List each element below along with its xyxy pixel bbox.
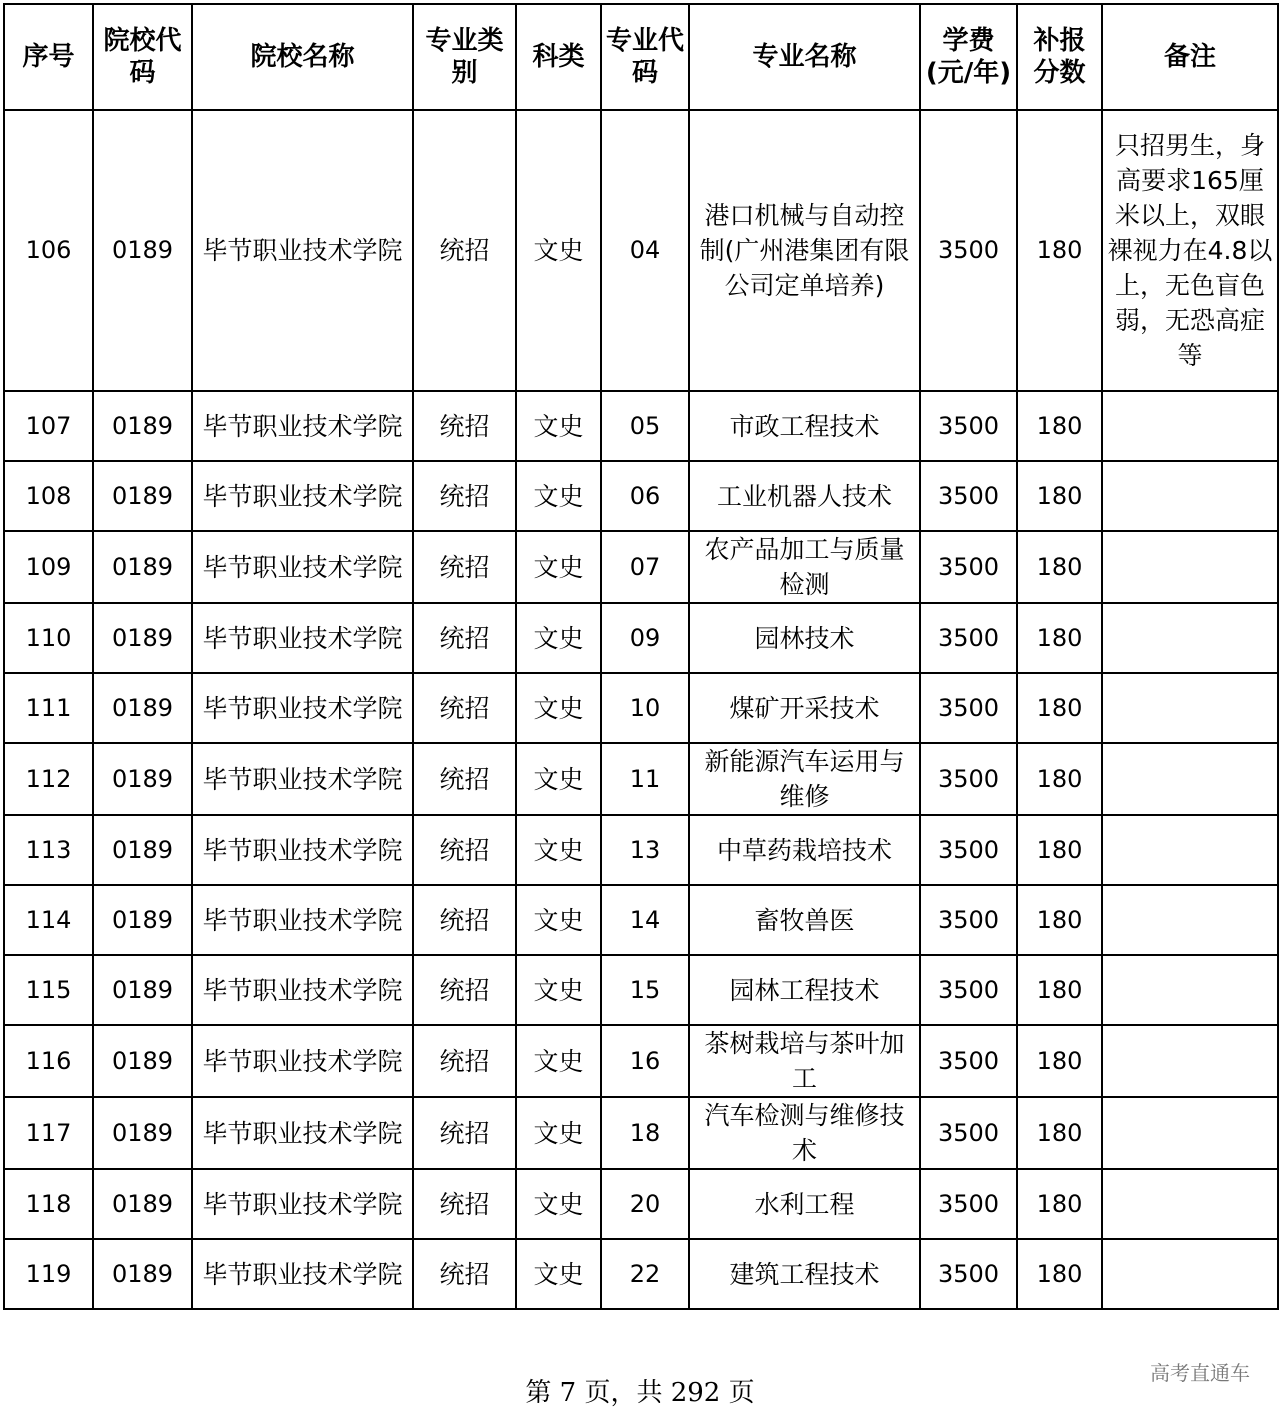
tuition-cell: 3500	[920, 1097, 1017, 1169]
note-cell	[1102, 815, 1278, 885]
major-name-cell: 煤矿开采技术	[689, 673, 920, 743]
subject-cell: 文史	[516, 461, 601, 531]
col-header-school-code: 院校代码	[93, 4, 192, 110]
note-cell	[1102, 1025, 1278, 1097]
table-row	[4, 1025, 1278, 1097]
note-cell	[1102, 955, 1278, 1025]
score-cell: 180	[1017, 815, 1102, 885]
major-name-cell: 新能源汽车运用与维修	[689, 743, 920, 815]
tuition-cell: 3500	[920, 1025, 1017, 1097]
major-code-cell: 06	[601, 461, 689, 531]
subject-cell: 文史	[516, 673, 601, 743]
subject-cell: 文史	[516, 743, 601, 815]
school-name-cell: 毕节职业技术学院	[192, 603, 413, 673]
watermark: 高考直通车	[1150, 1361, 1250, 1385]
note-cell	[1102, 1169, 1278, 1239]
subject-cell: 文史	[516, 955, 601, 1025]
category-cell: 统招	[413, 885, 516, 955]
score-cell: 180	[1017, 1097, 1102, 1169]
category-cell: 统招	[413, 110, 516, 391]
table-body	[4, 110, 1278, 1309]
header-row	[4, 4, 1278, 110]
page-footer: 第 7 页，共 292 页	[525, 1378, 755, 1408]
school-name-cell: 毕节职业技术学院	[192, 531, 413, 603]
category-cell: 统招	[413, 1169, 516, 1239]
major-code-cell: 13	[601, 815, 689, 885]
school-name-cell: 毕节职业技术学院	[192, 110, 413, 391]
score-cell: 180	[1017, 461, 1102, 531]
major-name-cell: 汽车检测与维修技术	[689, 1097, 920, 1169]
note-cell	[1102, 1097, 1278, 1169]
tuition-cell: 3500	[920, 531, 1017, 603]
table-row	[4, 110, 1278, 391]
col-header-tuition: 学费(元/年)	[920, 4, 1017, 110]
seq-cell: 119	[4, 1239, 93, 1309]
subject-cell: 文史	[516, 531, 601, 603]
major-name-cell: 港口机械与自动控制(广州港集团有限公司定单培养)	[689, 110, 920, 391]
school-code-cell: 0189	[93, 391, 192, 461]
major-name-cell: 中草药栽培技术	[689, 815, 920, 885]
major-code-cell: 10	[601, 673, 689, 743]
seq-cell: 111	[4, 673, 93, 743]
school-name-cell: 毕节职业技术学院	[192, 1025, 413, 1097]
school-code-cell: 0189	[93, 1097, 192, 1169]
school-name-cell: 毕节职业技术学院	[192, 1097, 413, 1169]
school-code-cell: 0189	[93, 885, 192, 955]
table-row	[4, 461, 1278, 531]
table-row	[4, 1169, 1278, 1239]
table-row	[4, 1097, 1278, 1169]
score-cell: 180	[1017, 110, 1102, 391]
tuition-cell: 3500	[920, 461, 1017, 531]
col-header-major-name: 专业名称	[689, 4, 920, 110]
major-code-cell: 18	[601, 1097, 689, 1169]
note-cell	[1102, 673, 1278, 743]
major-name-cell: 园林工程技术	[689, 955, 920, 1025]
score-cell: 180	[1017, 743, 1102, 815]
school-code-cell: 0189	[93, 815, 192, 885]
tuition-cell: 3500	[920, 110, 1017, 391]
school-code-cell: 0189	[93, 673, 192, 743]
note-cell: 只招男生，身高要求165厘米以上，双眼裸视力在4.8以上，无色盲色弱，无恐高症等	[1102, 110, 1278, 391]
category-cell: 统招	[413, 391, 516, 461]
seq-cell: 113	[4, 815, 93, 885]
school-code-cell: 0189	[93, 1025, 192, 1097]
school-name-cell: 毕节职业技术学院	[192, 955, 413, 1025]
table-row	[4, 955, 1278, 1025]
category-cell: 统招	[413, 1025, 516, 1097]
major-name-cell: 茶树栽培与茶叶加工	[689, 1025, 920, 1097]
major-code-cell: 11	[601, 743, 689, 815]
table-row	[4, 603, 1278, 673]
table-row	[4, 885, 1278, 955]
school-name-cell: 毕节职业技术学院	[192, 673, 413, 743]
col-header-major-code: 专业代码	[601, 4, 689, 110]
seq-cell: 108	[4, 461, 93, 531]
school-name-cell: 毕节职业技术学院	[192, 885, 413, 955]
school-code-cell: 0189	[93, 603, 192, 673]
note-cell	[1102, 885, 1278, 955]
school-code-cell: 0189	[93, 1169, 192, 1239]
major-code-cell: 15	[601, 955, 689, 1025]
seq-cell: 112	[4, 743, 93, 815]
table-row	[4, 531, 1278, 603]
major-code-cell: 04	[601, 110, 689, 391]
tuition-cell: 3500	[920, 673, 1017, 743]
subject-cell: 文史	[516, 391, 601, 461]
subject-cell: 文史	[516, 1025, 601, 1097]
category-cell: 统招	[413, 1097, 516, 1169]
category-cell: 统招	[413, 815, 516, 885]
category-cell: 统招	[413, 673, 516, 743]
col-header-category: 专业类别	[413, 4, 516, 110]
school-code-cell: 0189	[93, 1239, 192, 1309]
table-row	[4, 391, 1278, 461]
tuition-cell: 3500	[920, 955, 1017, 1025]
subject-cell: 文史	[516, 110, 601, 391]
seq-cell: 115	[4, 955, 93, 1025]
score-cell: 180	[1017, 531, 1102, 603]
tuition-cell: 3500	[920, 1239, 1017, 1309]
subject-cell: 文史	[516, 1097, 601, 1169]
note-cell	[1102, 531, 1278, 603]
seq-cell: 107	[4, 391, 93, 461]
note-cell	[1102, 391, 1278, 461]
score-cell: 180	[1017, 885, 1102, 955]
school-name-cell: 毕节职业技术学院	[192, 815, 413, 885]
major-name-cell: 畜牧兽医	[689, 885, 920, 955]
col-header-score: 补报分数	[1017, 4, 1102, 110]
tuition-cell: 3500	[920, 1169, 1017, 1239]
category-cell: 统招	[413, 955, 516, 1025]
category-cell: 统招	[413, 603, 516, 673]
col-header-note: 备注	[1102, 4, 1278, 110]
table-row	[4, 1239, 1278, 1309]
category-cell: 统招	[413, 1239, 516, 1309]
school-name-cell: 毕节职业技术学院	[192, 1239, 413, 1309]
score-cell: 180	[1017, 603, 1102, 673]
category-cell: 统招	[413, 743, 516, 815]
major-code-cell: 22	[601, 1239, 689, 1309]
tuition-cell: 3500	[920, 885, 1017, 955]
subject-cell: 文史	[516, 885, 601, 955]
major-name-cell: 农产品加工与质量检测	[689, 531, 920, 603]
category-cell: 统招	[413, 461, 516, 531]
tuition-cell: 3500	[920, 815, 1017, 885]
school-name-cell: 毕节职业技术学院	[192, 391, 413, 461]
school-code-cell: 0189	[93, 531, 192, 603]
note-cell	[1102, 743, 1278, 815]
table-row	[4, 673, 1278, 743]
seq-cell: 118	[4, 1169, 93, 1239]
major-name-cell: 建筑工程技术	[689, 1239, 920, 1309]
school-code-cell: 0189	[93, 461, 192, 531]
school-code-cell: 0189	[93, 955, 192, 1025]
seq-cell: 109	[4, 531, 93, 603]
subject-cell: 文史	[516, 1239, 601, 1309]
note-cell	[1102, 603, 1278, 673]
score-cell: 180	[1017, 1169, 1102, 1239]
score-cell: 180	[1017, 391, 1102, 461]
seq-cell: 116	[4, 1025, 93, 1097]
subject-cell: 文史	[516, 603, 601, 673]
major-code-cell: 16	[601, 1025, 689, 1097]
major-code-cell: 14	[601, 885, 689, 955]
note-cell	[1102, 1239, 1278, 1309]
seq-cell: 117	[4, 1097, 93, 1169]
tuition-cell: 3500	[920, 391, 1017, 461]
admissions-table	[3, 3, 1279, 1310]
note-cell	[1102, 461, 1278, 531]
school-name-cell: 毕节职业技术学院	[192, 743, 413, 815]
school-name-cell: 毕节职业技术学院	[192, 461, 413, 531]
score-cell: 180	[1017, 673, 1102, 743]
school-code-cell: 0189	[93, 743, 192, 815]
major-name-cell: 园林技术	[689, 603, 920, 673]
major-name-cell: 水利工程	[689, 1169, 920, 1239]
score-cell: 180	[1017, 1025, 1102, 1097]
major-code-cell: 09	[601, 603, 689, 673]
col-header-seq: 序号	[4, 4, 93, 110]
col-header-school-name: 院校名称	[192, 4, 413, 110]
major-name-cell: 工业机器人技术	[689, 461, 920, 531]
subject-cell: 文史	[516, 1169, 601, 1239]
col-header-subject: 科类	[516, 4, 601, 110]
seq-cell: 110	[4, 603, 93, 673]
tuition-cell: 3500	[920, 603, 1017, 673]
score-cell: 180	[1017, 1239, 1102, 1309]
tuition-cell: 3500	[920, 743, 1017, 815]
score-cell: 180	[1017, 955, 1102, 1025]
major-code-cell: 20	[601, 1169, 689, 1239]
major-code-cell: 07	[601, 531, 689, 603]
major-name-cell: 市政工程技术	[689, 391, 920, 461]
table-row	[4, 743, 1278, 815]
seq-cell: 106	[4, 110, 93, 391]
major-code-cell: 05	[601, 391, 689, 461]
category-cell: 统招	[413, 531, 516, 603]
table-row	[4, 815, 1278, 885]
seq-cell: 114	[4, 885, 93, 955]
subject-cell: 文史	[516, 815, 601, 885]
school-name-cell: 毕节职业技术学院	[192, 1169, 413, 1239]
school-code-cell: 0189	[93, 110, 192, 391]
